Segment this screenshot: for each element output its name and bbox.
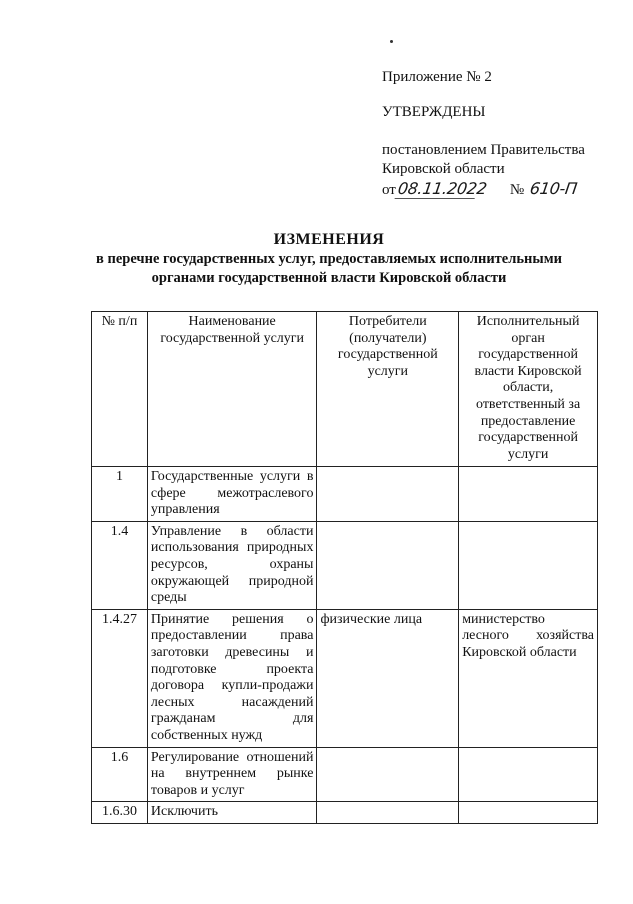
row-consumers — [317, 521, 459, 609]
table-row — [92, 467, 598, 522]
row-number: 1 — [92, 467, 148, 522]
header-consumers: Потребители (получатели) государственной услуги — [317, 312, 459, 467]
stray-mark — [390, 40, 393, 43]
heading-subtitle-line-1: в перечне государственных услуг, предоставляемых исполнительными — [96, 251, 562, 267]
table-row — [92, 802, 598, 824]
row-number: 1.4 — [92, 521, 148, 609]
handwritten-number: 610-П — [528, 179, 579, 198]
row-number: 1.6.30 — [92, 802, 148, 824]
approval-block — [382, 68, 622, 200]
row-authority — [459, 747, 598, 802]
number-prefix: № — [509, 182, 525, 198]
changes-table — [91, 311, 598, 824]
row-service-name: Регулирование отношений на внутреннем рынке товаров и услуг — [147, 747, 317, 802]
row-consumers — [317, 747, 459, 802]
decree-line-2: Кировской области — [382, 161, 505, 177]
row-consumers: физические лица — [317, 609, 459, 747]
row-authority — [459, 521, 598, 609]
table-row — [92, 609, 598, 747]
heading-subtitle-line-2: органами государственной власти Кировской области — [151, 270, 507, 286]
row-service-name: Управление в области использования природных ресурсов, охраны окружающей природной среды — [147, 521, 317, 609]
handwritten-date: 08.11.2022 — [394, 179, 477, 199]
row-consumers — [317, 802, 459, 824]
row-service-name: Исключить — [147, 802, 317, 824]
row-authority — [459, 467, 598, 522]
decree-line-1: постановлением Правительства — [382, 142, 585, 158]
approved-label: УТВЕРЖДЕНЫ — [382, 104, 486, 120]
row-number: 1.4.27 — [92, 609, 148, 747]
appendix-title: Приложение № 2 — [382, 69, 492, 85]
document-heading — [0, 230, 633, 288]
row-consumers — [317, 467, 459, 522]
heading-title: ИЗМЕНЕНИЯ — [273, 231, 385, 248]
decree-date-number — [382, 179, 622, 200]
row-authority — [459, 802, 598, 824]
header-authority: Исполнительный орган государственной власти Кировской области, ответственный за предоставление государственной услуги — [459, 312, 598, 467]
header-number: № п/п — [92, 312, 148, 467]
header-service-name: Наименование государственной услуги — [147, 312, 317, 467]
row-number: 1.6 — [92, 747, 148, 802]
table-header-row — [92, 312, 598, 467]
table-row — [92, 521, 598, 609]
row-service-name: Принятие решения о предоставлении права заготовки древесины и подготовке проекта договора купли-продажи лесных насаждений гражданам для собственных нужд — [147, 609, 317, 747]
date-prefix: от — [382, 182, 396, 198]
row-service-name: Государственные услуги в сфере межотраслевого управления — [147, 467, 317, 522]
table-row — [92, 747, 598, 802]
row-authority: министерство лесного хозяйства Кировской области — [459, 609, 598, 747]
